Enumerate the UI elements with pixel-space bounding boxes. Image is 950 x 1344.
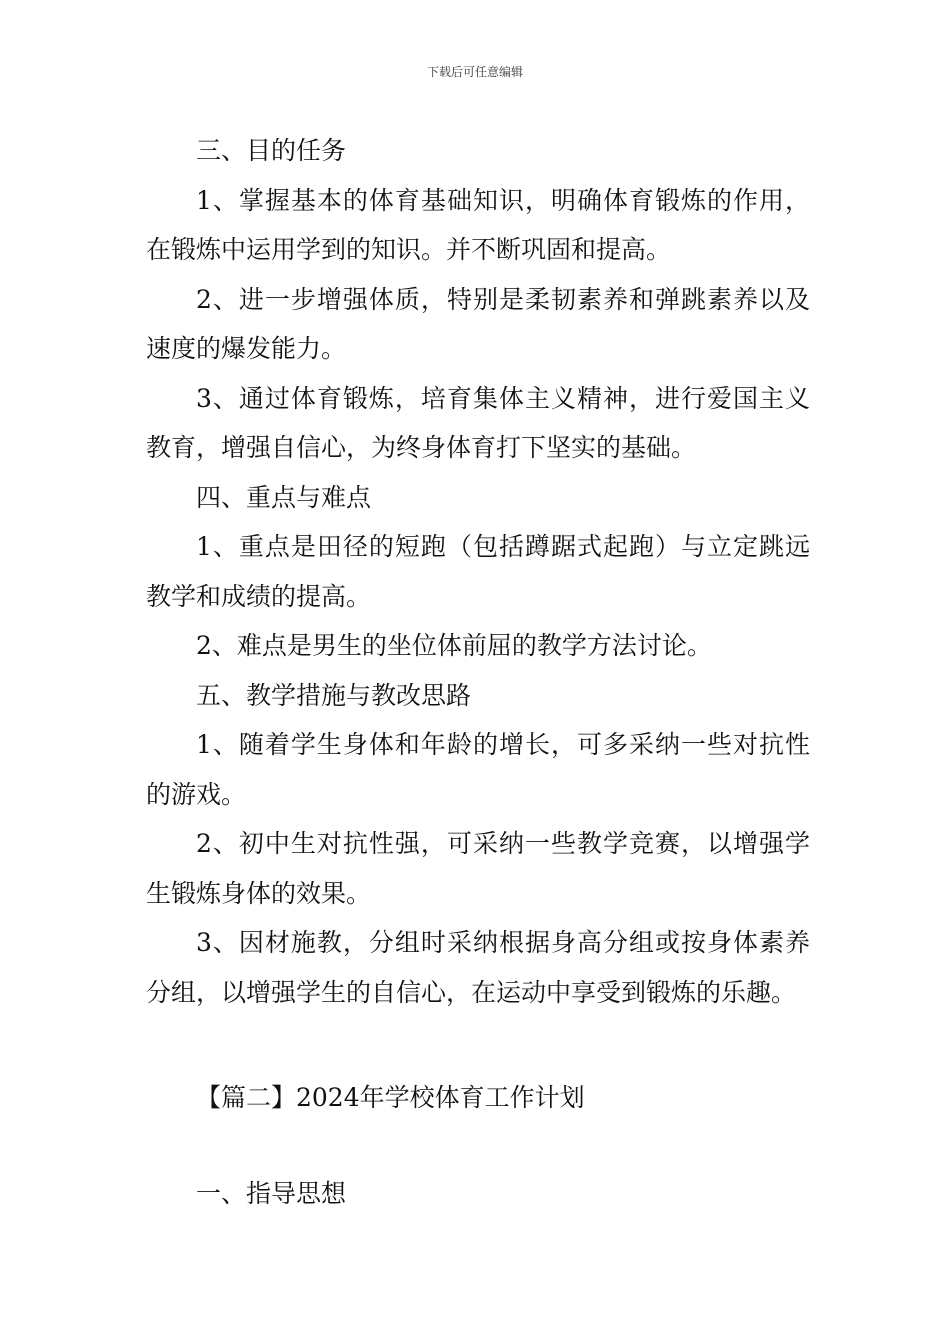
key-point-item-2: 2、难点是男生的坐位体前屈的教学方法讨论。: [196, 631, 712, 660]
objective-item-2: 2、进一步增强体质，特别是柔韧素养和弹跳素养以及速度的爆发能力。: [146, 284, 810, 363]
key-point-item-1: 1、重点是田径的短跑（包括蹲踞式起跑）与立定跳远教学和成绩的提高。: [146, 532, 810, 611]
objective-item-3: 3、通过体育锻炼，培育集体主义精神，进行爱国主义教育，增强自信心，为终身体育打下坚实的基础。: [146, 383, 810, 462]
page-header-note: 下载后可任意编辑: [426, 65, 523, 79]
article-title: 【篇二】2024年学校体育工作计划: [196, 1083, 585, 1112]
measure-item-1: 1、随着学生身体和年龄的增长，可多采纳一些对抗性的游戏。: [146, 730, 810, 809]
objective-item-1: 1、掌握基本的体育基础知识，明确体育锻炼的作用，在锻炼中运用学到的知识。并不断巩固和提高。: [146, 185, 810, 264]
measure-item-3: 3、因材施教，分组时采纳根据身高分组或按身体素养分组，以增强学生的自信心，在运动中享受到锻炼的乐趣。: [146, 928, 810, 1007]
heading-objectives: 三、目的任务: [196, 136, 347, 165]
document-body: [146, 126, 810, 1218]
heading-measures: 五、教学措施与教改思路: [196, 680, 472, 710]
heading-guiding-ideology: 一、指导思想: [196, 1178, 347, 1208]
measure-item-2: 2、初中生对抗性强，可采纳一些教学竞赛，以增强学生锻炼身体的效果。: [146, 829, 810, 908]
heading-key-points: 四、重点与难点: [196, 482, 372, 512]
